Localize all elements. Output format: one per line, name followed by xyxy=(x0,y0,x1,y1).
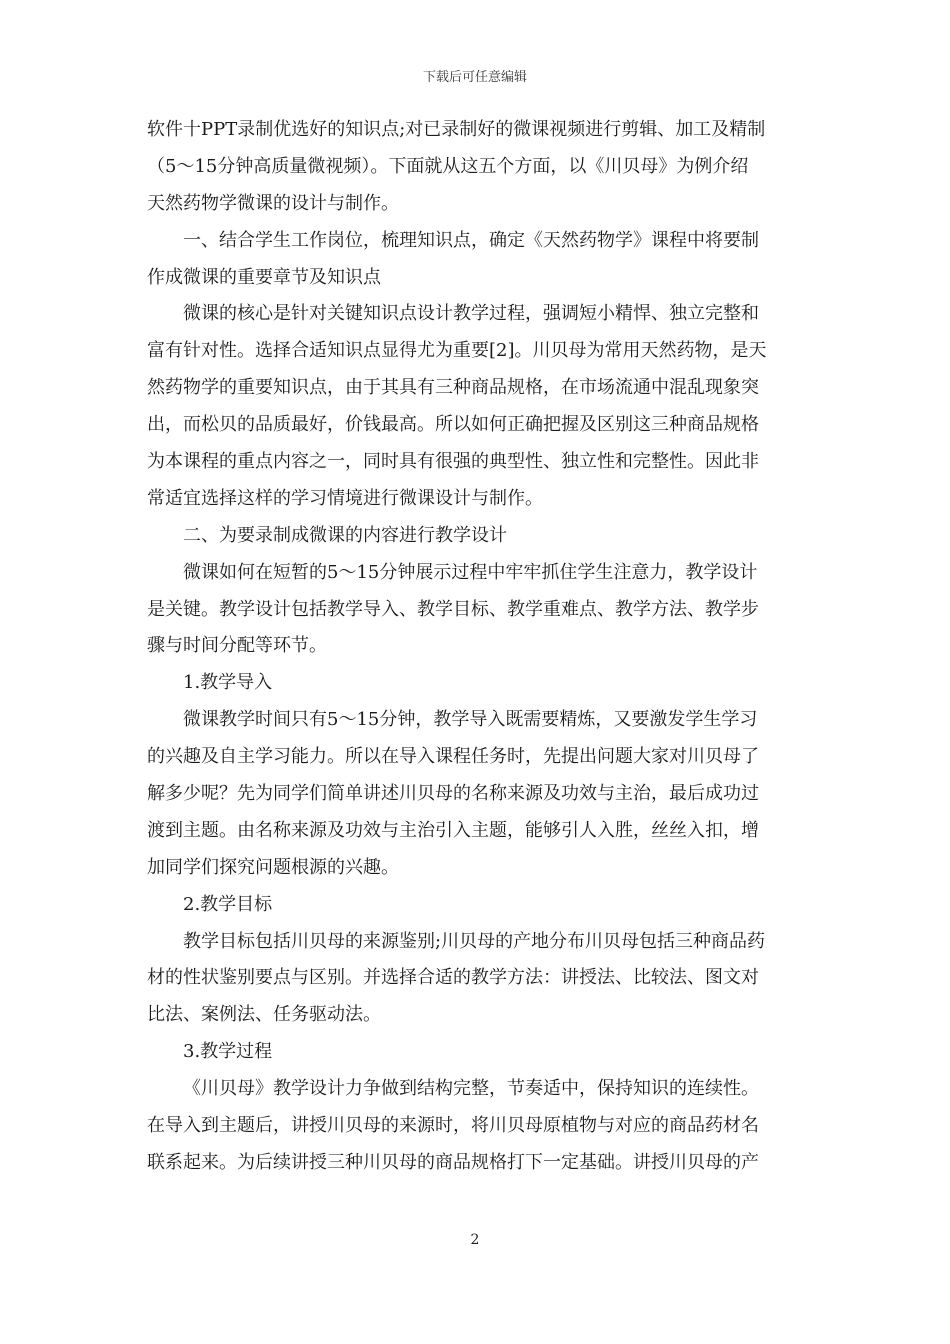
text-line: 渡到主题。由名称来源及功效与主治引入主题，能够引人入胜，丝丝入扣，增 xyxy=(147,819,759,841)
text-line: 解多少呢？先为同学们简单讲述川贝母的名称来源及功效与主治，最后成功过 xyxy=(147,783,759,805)
text-line: 微课的核心是针对关键知识点设计教学过程，强调短小精悍、独立完整和 xyxy=(183,303,759,325)
text-line: 教学目标包括川贝母的来源鉴别;川贝母的产地分布川贝母包括三种商品药 xyxy=(183,930,766,952)
section-heading-1-cont: 作成微课的重要章节及知识点 xyxy=(147,266,381,288)
text-line: 比法、案例法、任务驱动法。 xyxy=(147,1004,381,1026)
text-line: 骤与时间分配等环节。 xyxy=(147,635,327,657)
text-line: 然药物学的重要知识点，由于其具有三种商品规格，在市场流通中混乱现象突 xyxy=(147,377,759,399)
text-line: 天然药物学微课的设计与制作。 xyxy=(147,192,399,214)
document-body xyxy=(147,112,807,1182)
text-line: 常适宜选择这样的学习情境进行微课设计与制作。 xyxy=(147,487,543,509)
text-line: 联系起来。为后续讲授三种川贝母的商品规格打下一定基础。讲授川贝母的产 xyxy=(147,1151,759,1173)
text-line: 微课教学时间只有5～15分钟，教学导入既需要精炼，又要激发学生学习 xyxy=(183,709,758,731)
subheading-teaching-goals: 2.教学目标 xyxy=(183,893,273,915)
text-line: 出，而松贝的品质最好，价钱最高。所以如何正确把握及区别这三种商品规格 xyxy=(147,414,759,436)
text-line: 微课如何在短暂的5～15分钟展示过程中牢牢抓住学生注意力，教学设计 xyxy=(183,561,758,583)
text-line: 加同学们探究问题根源的兴趣。 xyxy=(147,856,399,878)
text-line: 材的性状鉴别要点与区别。并选择合适的教学方法：讲授法、比较法、图文对 xyxy=(147,967,759,989)
text-line: 为本课程的重点内容之一，同时具有很强的典型性、独立性和完整性。因此非 xyxy=(147,451,759,473)
text-line: 《川贝母》教学设计力争做到结构完整，节奏适中，保持知识的连续性。 xyxy=(183,1078,759,1100)
text-line: （5～15分钟高质量微视频）。下面就从这五个方面，以《川贝母》为例介绍 xyxy=(147,155,749,177)
text-line: 在导入到主题后，讲授川贝母的来源时，将川贝母原植物与对应的商品药材名 xyxy=(147,1115,759,1137)
subheading-teaching-process: 3.教学过程 xyxy=(183,1041,273,1063)
text-line: 软件十PPT录制优选好的知识点;对已录制好的微课视频进行剪辑、加工及精制 xyxy=(147,119,766,140)
subheading-teaching-intro: 1.教学导入 xyxy=(183,672,273,694)
page-header: 下载后可任意编辑 xyxy=(422,70,527,85)
section-heading-1: 一、结合学生工作岗位，梳理知识点，确定《天然药物学》课程中将要制 xyxy=(183,229,759,251)
page-number: 2 xyxy=(470,1232,480,1248)
text-line: 富有针对性。选择合适知识点显得尤为重要[2]。川贝母为常用天然药物，是天 xyxy=(147,340,767,362)
text-line: 是关键。教学设计包括教学导入、教学目标、教学重难点、教学方法、教学步 xyxy=(147,598,759,620)
text-line: 的兴趣及自主学习能力。所以在导入课程任务时，先提出问题大家对川贝母了 xyxy=(147,746,759,768)
section-heading-2: 二、为要录制成微课的内容进行教学设计 xyxy=(183,524,507,546)
